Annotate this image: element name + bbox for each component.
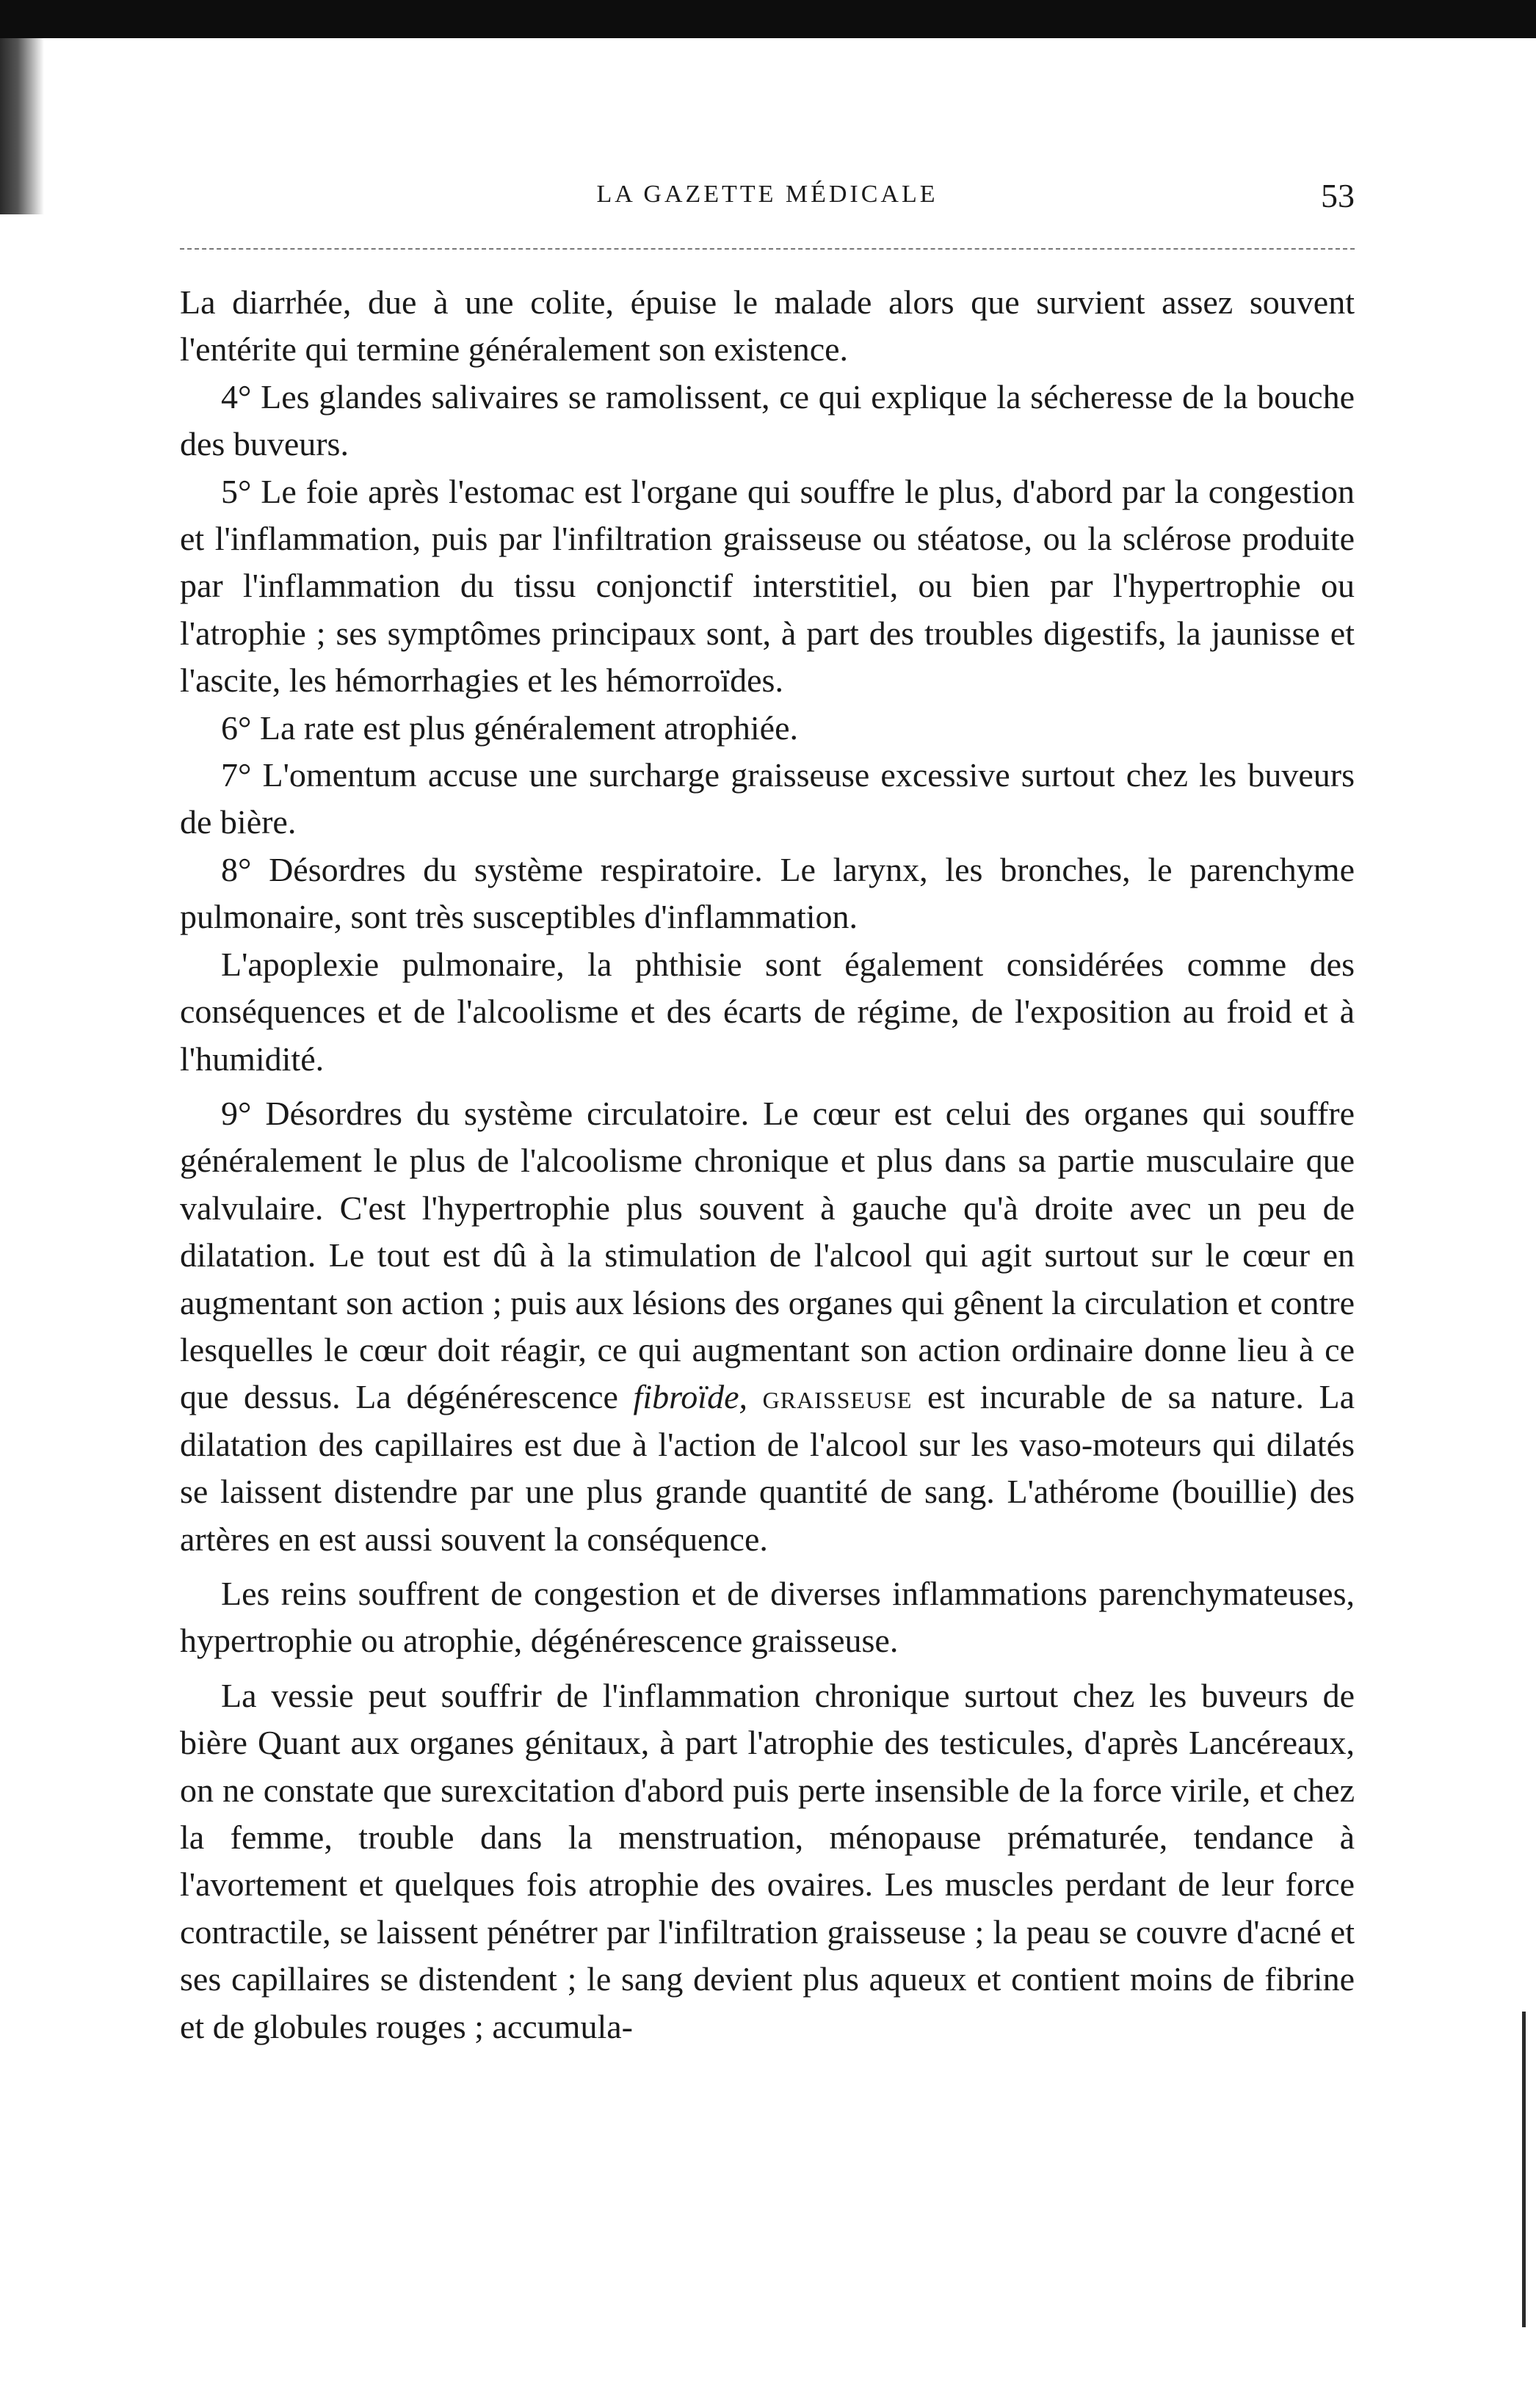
paragraph-rate: 6° La rate est plus généralement atrophiée. bbox=[221, 708, 798, 747]
paragraph-systeme-respiratoire: 8° Désordres du système respiratoire. Le larynx, les bronches, le parenchyme pulmonaire, sont très susceptibles d'inflammation. bbox=[180, 850, 1355, 936]
paragraph-vessie: La vessie peut souffrir de l'inflammation chronique surtout chez les buveurs de bière Quant aux organes génitaux, à part l'atrophie des testicules, d'après Lancéreaux, on ne constate que surexcitation d'abord puis perte insensible de la force virile, et chez la femme, trouble dans la menstruation, ménopause prématurée, tendance à l'avortement et quelques fois atrophie des ovaires. Les muscles perdant de leur force contractile, se laissent pénétrer par l'infiltration graisseuse ; la peau se couvre d'acné et ses capillaires se distendent ; le sang devient plus aqueux et contient moins de fibrine et de globules rouges ; accumula- bbox=[180, 1676, 1355, 2045]
running-title: LA GAZETTE MÉDICALE bbox=[596, 181, 938, 208]
scan-edge-left bbox=[0, 38, 44, 214]
paragraph-reins: Les reins souffrent de congestion et de diverses inflammations parenchymateuses, hypertrophie ou atrophie, dégénérescence graisseuse. bbox=[180, 1574, 1355, 1660]
term-graisseuse: graisseuse bbox=[762, 1378, 913, 1416]
paragraph-glandes-salivaires: 4° Les glandes salivaires se ramolissent, ce qui explique la sécheresse de la bouche des buveurs. bbox=[180, 377, 1355, 463]
paragraph-omentum: 7° L'omentum accuse une surcharge graisseuse excessive surtout chez les buveurs de bière. bbox=[180, 756, 1355, 841]
circulatoire-text-end: est incurable de sa nature. La dilatation des capillaires est due à l'action de l'alcool sur les vaso-moteurs qui dilatés se laissent distendre par une plus grande quantité de sang. L'athérome (bouillie) des artères en est aussi souvent la conséquence. bbox=[180, 1378, 1355, 1558]
paragraph-apoplexie: L'apoplexie pulmonaire, la phthisie sont également considérées comme des conséquences et de l'alcoolisme et des écarts de régime, de l'exposition au froid et à l'humidité. bbox=[180, 945, 1355, 1078]
article-body bbox=[180, 279, 1355, 2050]
header-rule bbox=[180, 248, 1355, 250]
paragraph-foie: 5° Le foie après l'estomac est l'organe qui souffre le plus, d'abord par la congestion et l'inflammation, puis par l'infiltration graisseuse ou stéatose, ou la sclérose produite par l'inflammation du tissu conjonctif interstitiel, ou bien par l'hypertrophie ou l'atrophie ; ses symptômes principaux sont, à part des troubles digestifs, la jaunisse et l'ascite, les hémorrhagies et les hémorroïdes. bbox=[180, 472, 1355, 700]
term-fibroide: fibroïde, bbox=[633, 1378, 747, 1416]
page-number: 53 bbox=[1321, 177, 1355, 214]
scan-edge-right bbox=[1522, 2012, 1526, 2327]
running-head bbox=[180, 176, 1355, 220]
circulatoire-text-start: 9° Désordres du système circulatoire. Le cœur est celui des organes qui souffre généralement le plus de l'alcoolisme chronique et plus dans sa partie musculaire que valvulaire. C'est l'hypertrophie plus souvent à gauche qu'à droite avec un peu de dilatation. Le tout est dû à la stimulation de l'alcool qui agit surtout sur le cœur en augmentant son action ; puis aux lésions des organes qui gênent la circulation et contre lesquelles le cœur doit réagir, ce qui augmentant son action ordinaire donne lieu à ce que dessus. La dégénérescence bbox=[180, 1094, 1355, 1416]
paragraph-colite: La diarrhée, due à une colite, épuise le malade alors que survient assez souvent l'entérite qui termine généralement son existence. bbox=[180, 283, 1355, 369]
paragraph-systeme-circulatoire bbox=[180, 1090, 1355, 1563]
scan-border-top bbox=[0, 0, 1536, 38]
